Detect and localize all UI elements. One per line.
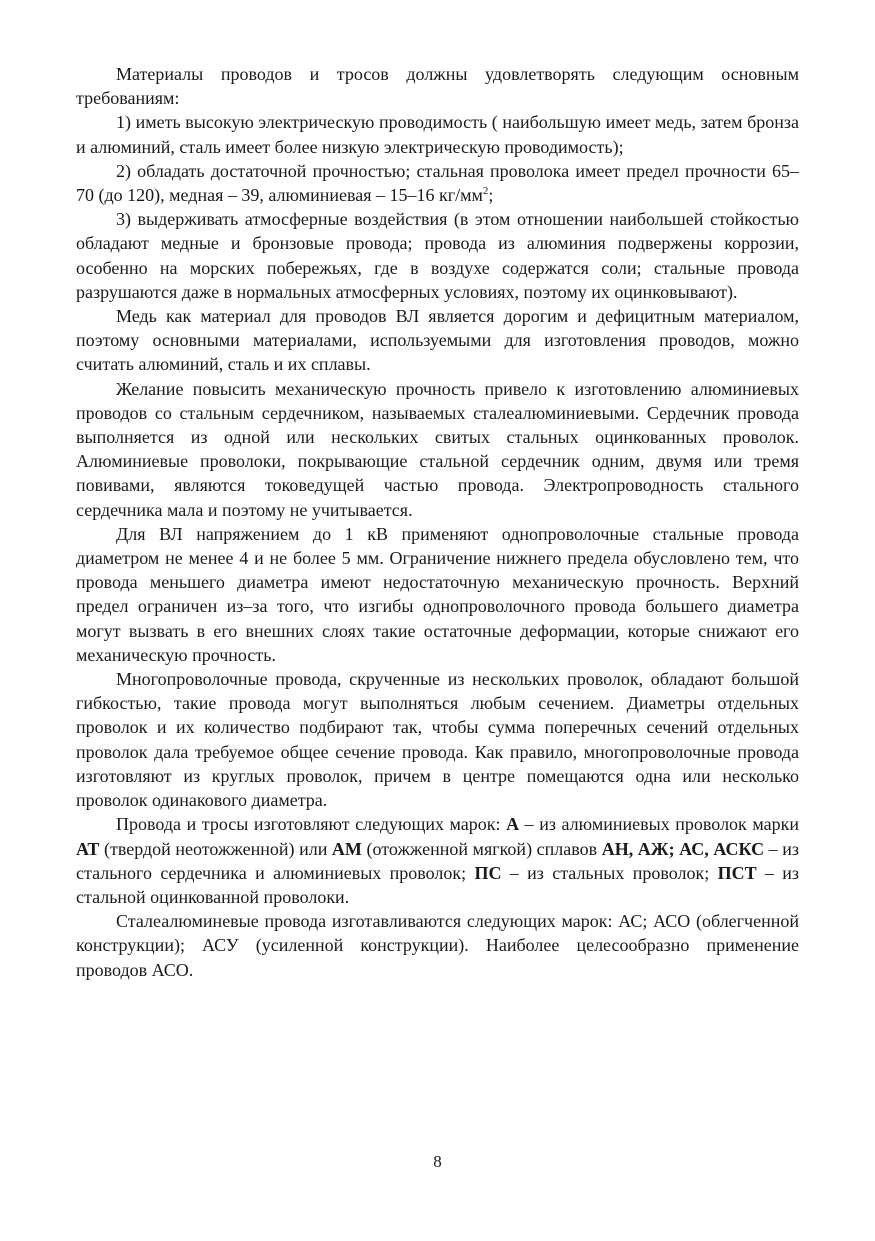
paragraph-single-wire: Для ВЛ напряжением до 1 кВ применяют однопроволочные стальные провода диаметром не менее 4 и не более 5 мм. Ограничение нижнего предела обусловлено тем, что провода меньшего диаметра имеют недостаточную механическую прочность. Верхний предел ограничен из–за того, что изгибы однопроволочного провода большего диаметра могут вызвать в его внешних слоях такие остаточные деформации, которые снижают его механическую прочность.: [76, 523, 799, 665]
document-page: [76, 62, 799, 982]
grade-label: А: [506, 814, 520, 835]
grade-label: АМ: [331, 838, 362, 859]
grades-text: – из стальных проволок;: [501, 862, 718, 883]
grades-text: (отожженной мягкой) сплавов: [361, 838, 602, 859]
grade-label: ПСТ: [717, 862, 757, 883]
paragraph-intro: Материалы проводов и тросов должны удовлетворять следующим основным требованиям:: [76, 64, 799, 109]
paragraph-requirement-1: 1) иметь высокую электрическую проводимость ( наибольшую имеет медь, затем бронза и алюминий, сталь имеет более низкую электрическую проводимость);: [76, 112, 799, 157]
grade-label: АН, АЖ; АС, АСКС: [601, 838, 765, 859]
grades-text: Провода и тросы изготовляют следующих марок:: [116, 814, 507, 835]
grades-text: – из алюминиевых проволок марки: [519, 814, 799, 835]
superscript: 2: [482, 185, 489, 198]
grade-label: ПС: [474, 862, 502, 883]
strength-text: 2) обладать достаточной прочностью; стальная проволока имеет предел прочности 65–70 (до 120), медная – 39, алюминиевая – 15–16 кг/мм: [76, 160, 799, 206]
page-number: 8: [433, 1152, 442, 1171]
paragraph-acsr-grades: Сталеалюминевые провода изготавливаются следующих марок: АС; АСО (облегченной конструкции); АСУ (усиленной конструкции). Наиболее целесообразно применение проводов АСО.: [76, 911, 799, 980]
paragraph-multi-wire: Многопроволочные провода, скрученные из нескольких проволок, обладают большой гибкостью, такие провода могут выполняться любым сечением. Диаметры отдельных проволок и их количество подбирают так, чтобы сумма поперечных сечений отдельных проволок дала требуемое общее сечение провода. Как правило, многопроволочные провода изготовляют из круглых проволок, причем в центре помещаются одна или несколько проволок одинакового диаметра.: [76, 669, 799, 811]
grade-label: АТ: [76, 838, 100, 859]
paragraph-requirement-3: 3) выдерживать атмосферные воздействия (в этом отношении наибольшей стойкостью обладают медные и бронзовые провода; провода из алюминия подвержены коррозии, особенно на морских побережьях, где в воздухе содержатся соли; стальные провода разрушаются даже в нормальных атмосферных условиях, поэтому их оцинковывают).: [76, 209, 799, 302]
paragraph-grades: [76, 812, 799, 909]
grades-text: – из стальной оцинкованной проволоки.: [76, 862, 800, 907]
grades-text: (твердой неотожженной) или: [99, 838, 332, 859]
paragraph-copper: Медь как материал для проводов ВЛ является дорогим и дефицитным материалом, поэтому основными материалами, используемыми для изготовления проводов, можно считать алюминий, сталь и их сплавы.: [76, 306, 799, 375]
strength-tail: ;: [488, 185, 494, 206]
paragraph-steel-core: Желание повысить механическую прочность привело к изготовлению алюминиевых проводов со стальным сердечником, называемых сталеалюминиевыми. Сердечник провода выполняется из одной или нескольких свитых стальных оцинкованных проволок. Алюминиевые проволоки, покрывающие стальной сердечник одним, двумя или тремя повивами, являются токоведущей частью провода. Электропроводность стального сердечника мала и поэтому не учитывается.: [76, 378, 799, 520]
paragraph-requirement-2: [76, 159, 799, 207]
grades-text: – из стального сердечника и алюминиевых проволок;: [76, 838, 799, 883]
